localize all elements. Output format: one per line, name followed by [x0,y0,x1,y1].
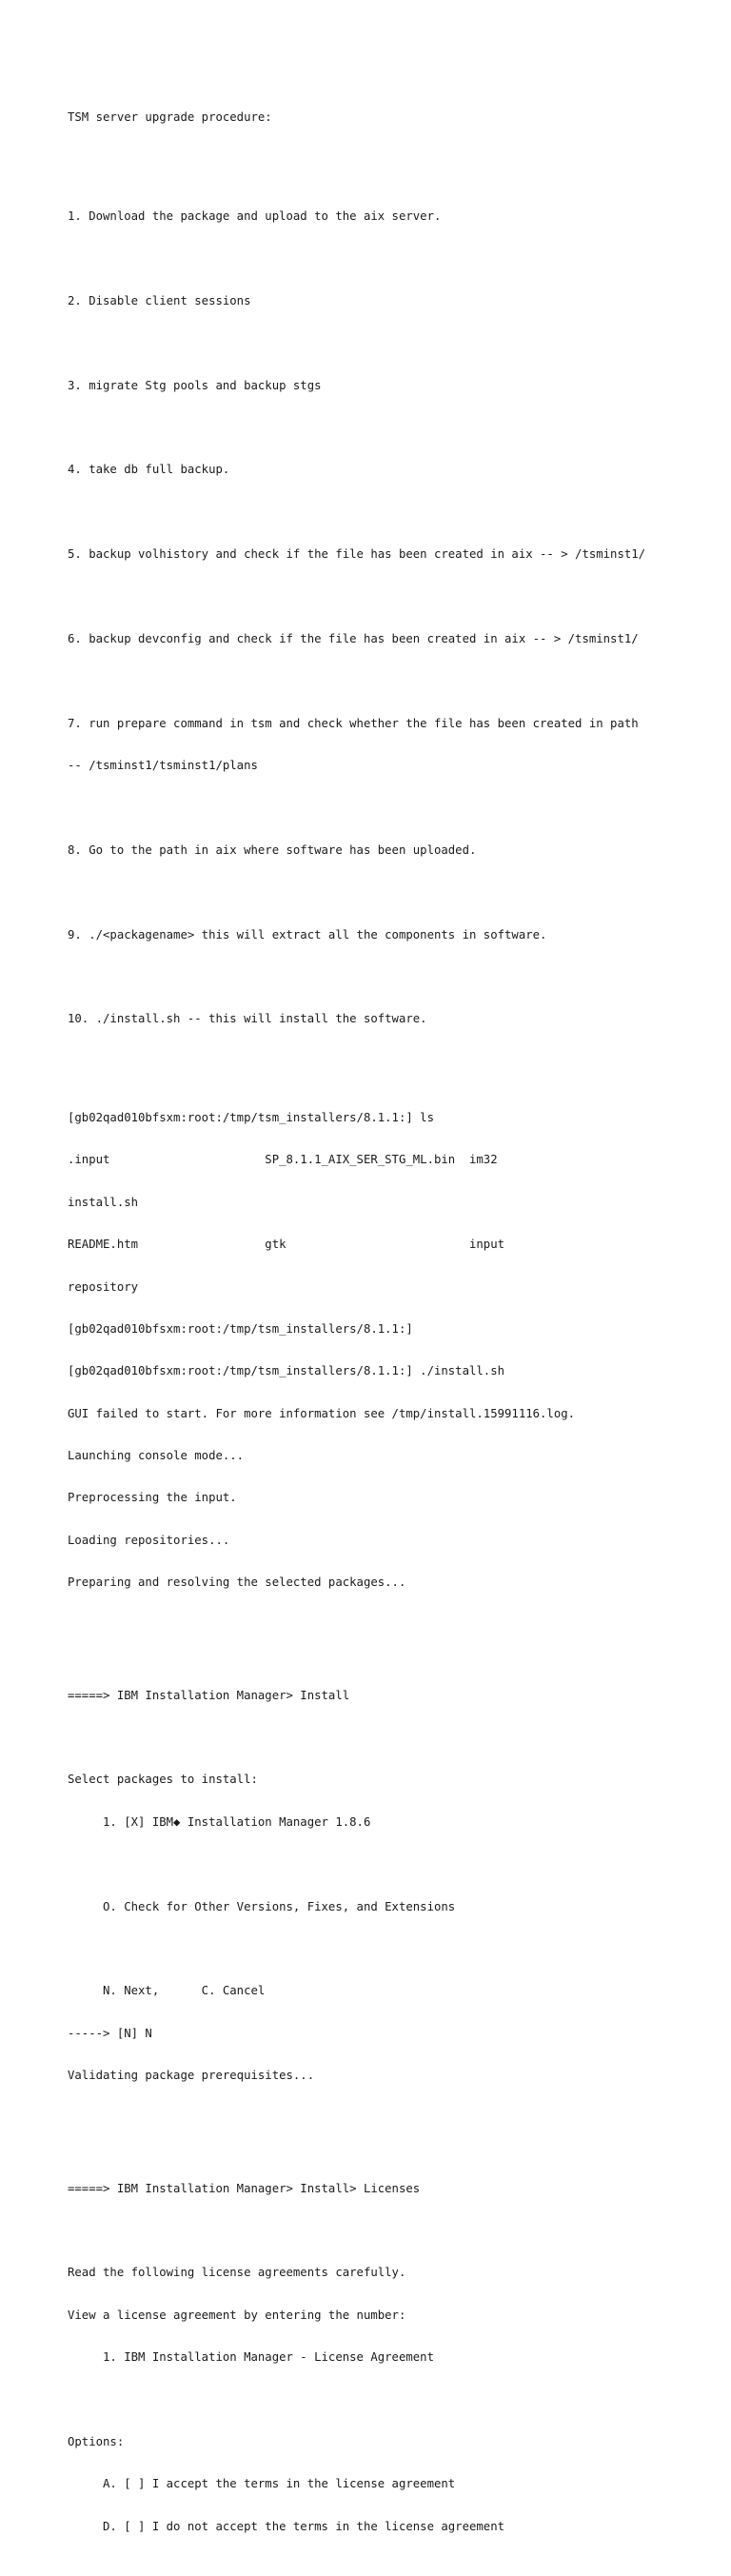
step-9: 9. ./<packagename> this will extract all the components in software. [68,927,547,941]
install-header: =====> IBM Installation Manager> Install [68,1688,350,1702]
select-packages-label: Select packages to install: [68,1773,258,1787]
options-label: Options: [68,2434,125,2448]
next-cancel-options: N. Next, C. Cancel [68,1984,266,1998]
terminal-line: [gb02qad010bfsxm:root:/tmp/tsm_installers/8.1.1:] ls [68,1110,434,1124]
step-2: 2. Disable client sessions [68,293,251,307]
document-title: TSM server upgrade procedure: [68,110,272,125]
step-5: 5. backup volhistory and check if the file has been created in aix -- > /tsminst1/ [68,547,646,562]
terminal-line: .input SP_8.1.1_AIX_SER_STG_ML.bin im32 [68,1153,498,1167]
terminal-line: Preprocessing the input. [68,1491,237,1505]
step-1: 1. Download the package and upload to the aix server. [68,208,442,223]
terminal-line: [gb02qad010bfsxm:root:/tmp/tsm_installers/8.1.1:] [68,1321,413,1336]
terminal-line: repository [68,1279,139,1294]
step-3: 3. migrate Stg pools and backup stgs [68,378,322,392]
terminal-line: Launching console mode... [68,1449,245,1463]
validating-status: Validating package prerequisites... [68,2069,315,2083]
terminal-line: Preparing and resolving the selected packages... [68,1575,406,1590]
package-option-1: 1. [X] IBM◆ Installation Manager 1.8.6 [68,1814,371,1829]
step-4: 4. take db full backup. [68,463,230,477]
terminal-line: GUI failed to start. For more information see /tmp/install.15991116.log. [68,1406,576,1420]
check-other-versions-option: O. Check for Other Versions, Fixes, and Extensions [68,1899,456,1913]
terminal-line: install.sh [68,1195,139,1209]
accept-license-option: A. [ ] I accept the terms in the license agreement [68,2477,456,2491]
terminal-line: Loading repositories... [68,1533,230,1547]
step-10: 10. ./install.sh -- this will install the software. [68,1012,427,1026]
step-6: 6. backup devconfig and check if the file has been created in aix -- > /tsminst1/ [68,631,639,645]
license-agreement-item: 1. IBM Installation Manager - License Agreement [68,2350,434,2365]
decline-license-option: D. [ ] I do not accept the terms in the license agreement [68,2519,505,2533]
terminal-line: README.htm gtk input [68,1238,505,1252]
document-body [68,69,715,2576]
step-7-continued: -- /tsminst1/tsminst1/plans [68,759,258,773]
terminal-line: [gb02qad010bfsxm:root:/tmp/tsm_installers/8.1.1:] ./install.sh [68,1364,505,1378]
prompt-answer: -----> [N] N [68,2026,152,2040]
step-7: 7. run prepare command in tsm and check whether the file has been created in path [68,716,639,730]
license-instruction: Read the following license agreements carefully. [68,2266,406,2280]
license-instruction: View a license agreement by entering the number: [68,2308,406,2322]
licenses-header: =====> IBM Installation Manager> Install> Licenses [68,2181,421,2195]
step-8: 8. Go to the path in aix where software has been uploaded. [68,842,477,857]
